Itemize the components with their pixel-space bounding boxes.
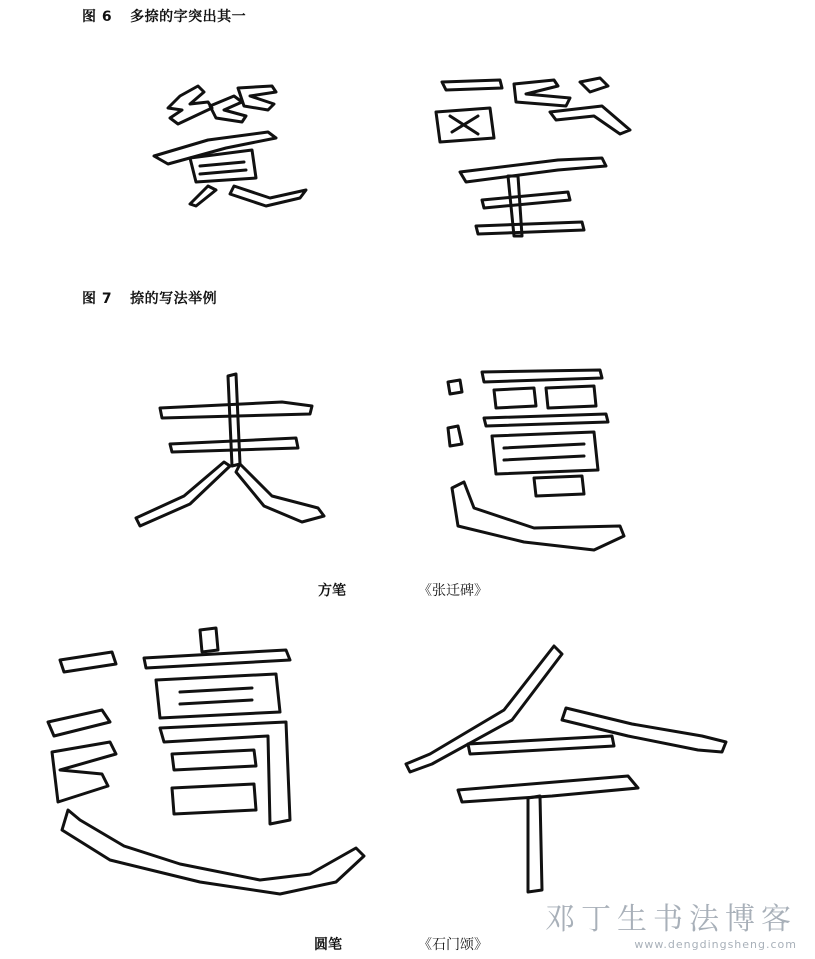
figure-6-caption xyxy=(82,6,246,26)
watermark-url: www.dengdingsheng.com xyxy=(634,938,797,951)
glyph-qian2-outline xyxy=(40,624,370,896)
figure-7-title: 捺的写法举例 xyxy=(130,291,218,307)
figure-7-number: 图 7 xyxy=(82,291,113,307)
site-watermark xyxy=(545,894,797,951)
watermark-name: 邓丁生书法博客 xyxy=(545,902,797,937)
figure-7-caption xyxy=(82,288,217,308)
figure-6-title: 多捺的字突出其一 xyxy=(130,9,247,25)
row-1-style-label: 方笔 xyxy=(318,583,346,599)
row-2-style-label: 圆笔 xyxy=(314,937,342,953)
glyph-can-outline xyxy=(150,78,310,210)
glyph-zao-outline xyxy=(430,72,636,242)
glyph-fu-outline xyxy=(132,372,328,532)
figure-6-number: 图 6 xyxy=(82,9,113,25)
row-2-source-label: 《石门颂》 xyxy=(418,937,488,953)
glyph-ling-outline xyxy=(402,640,732,902)
glyph-qian-outline xyxy=(434,366,630,558)
row-1-source-label: 《张迁碑》 xyxy=(418,583,488,599)
